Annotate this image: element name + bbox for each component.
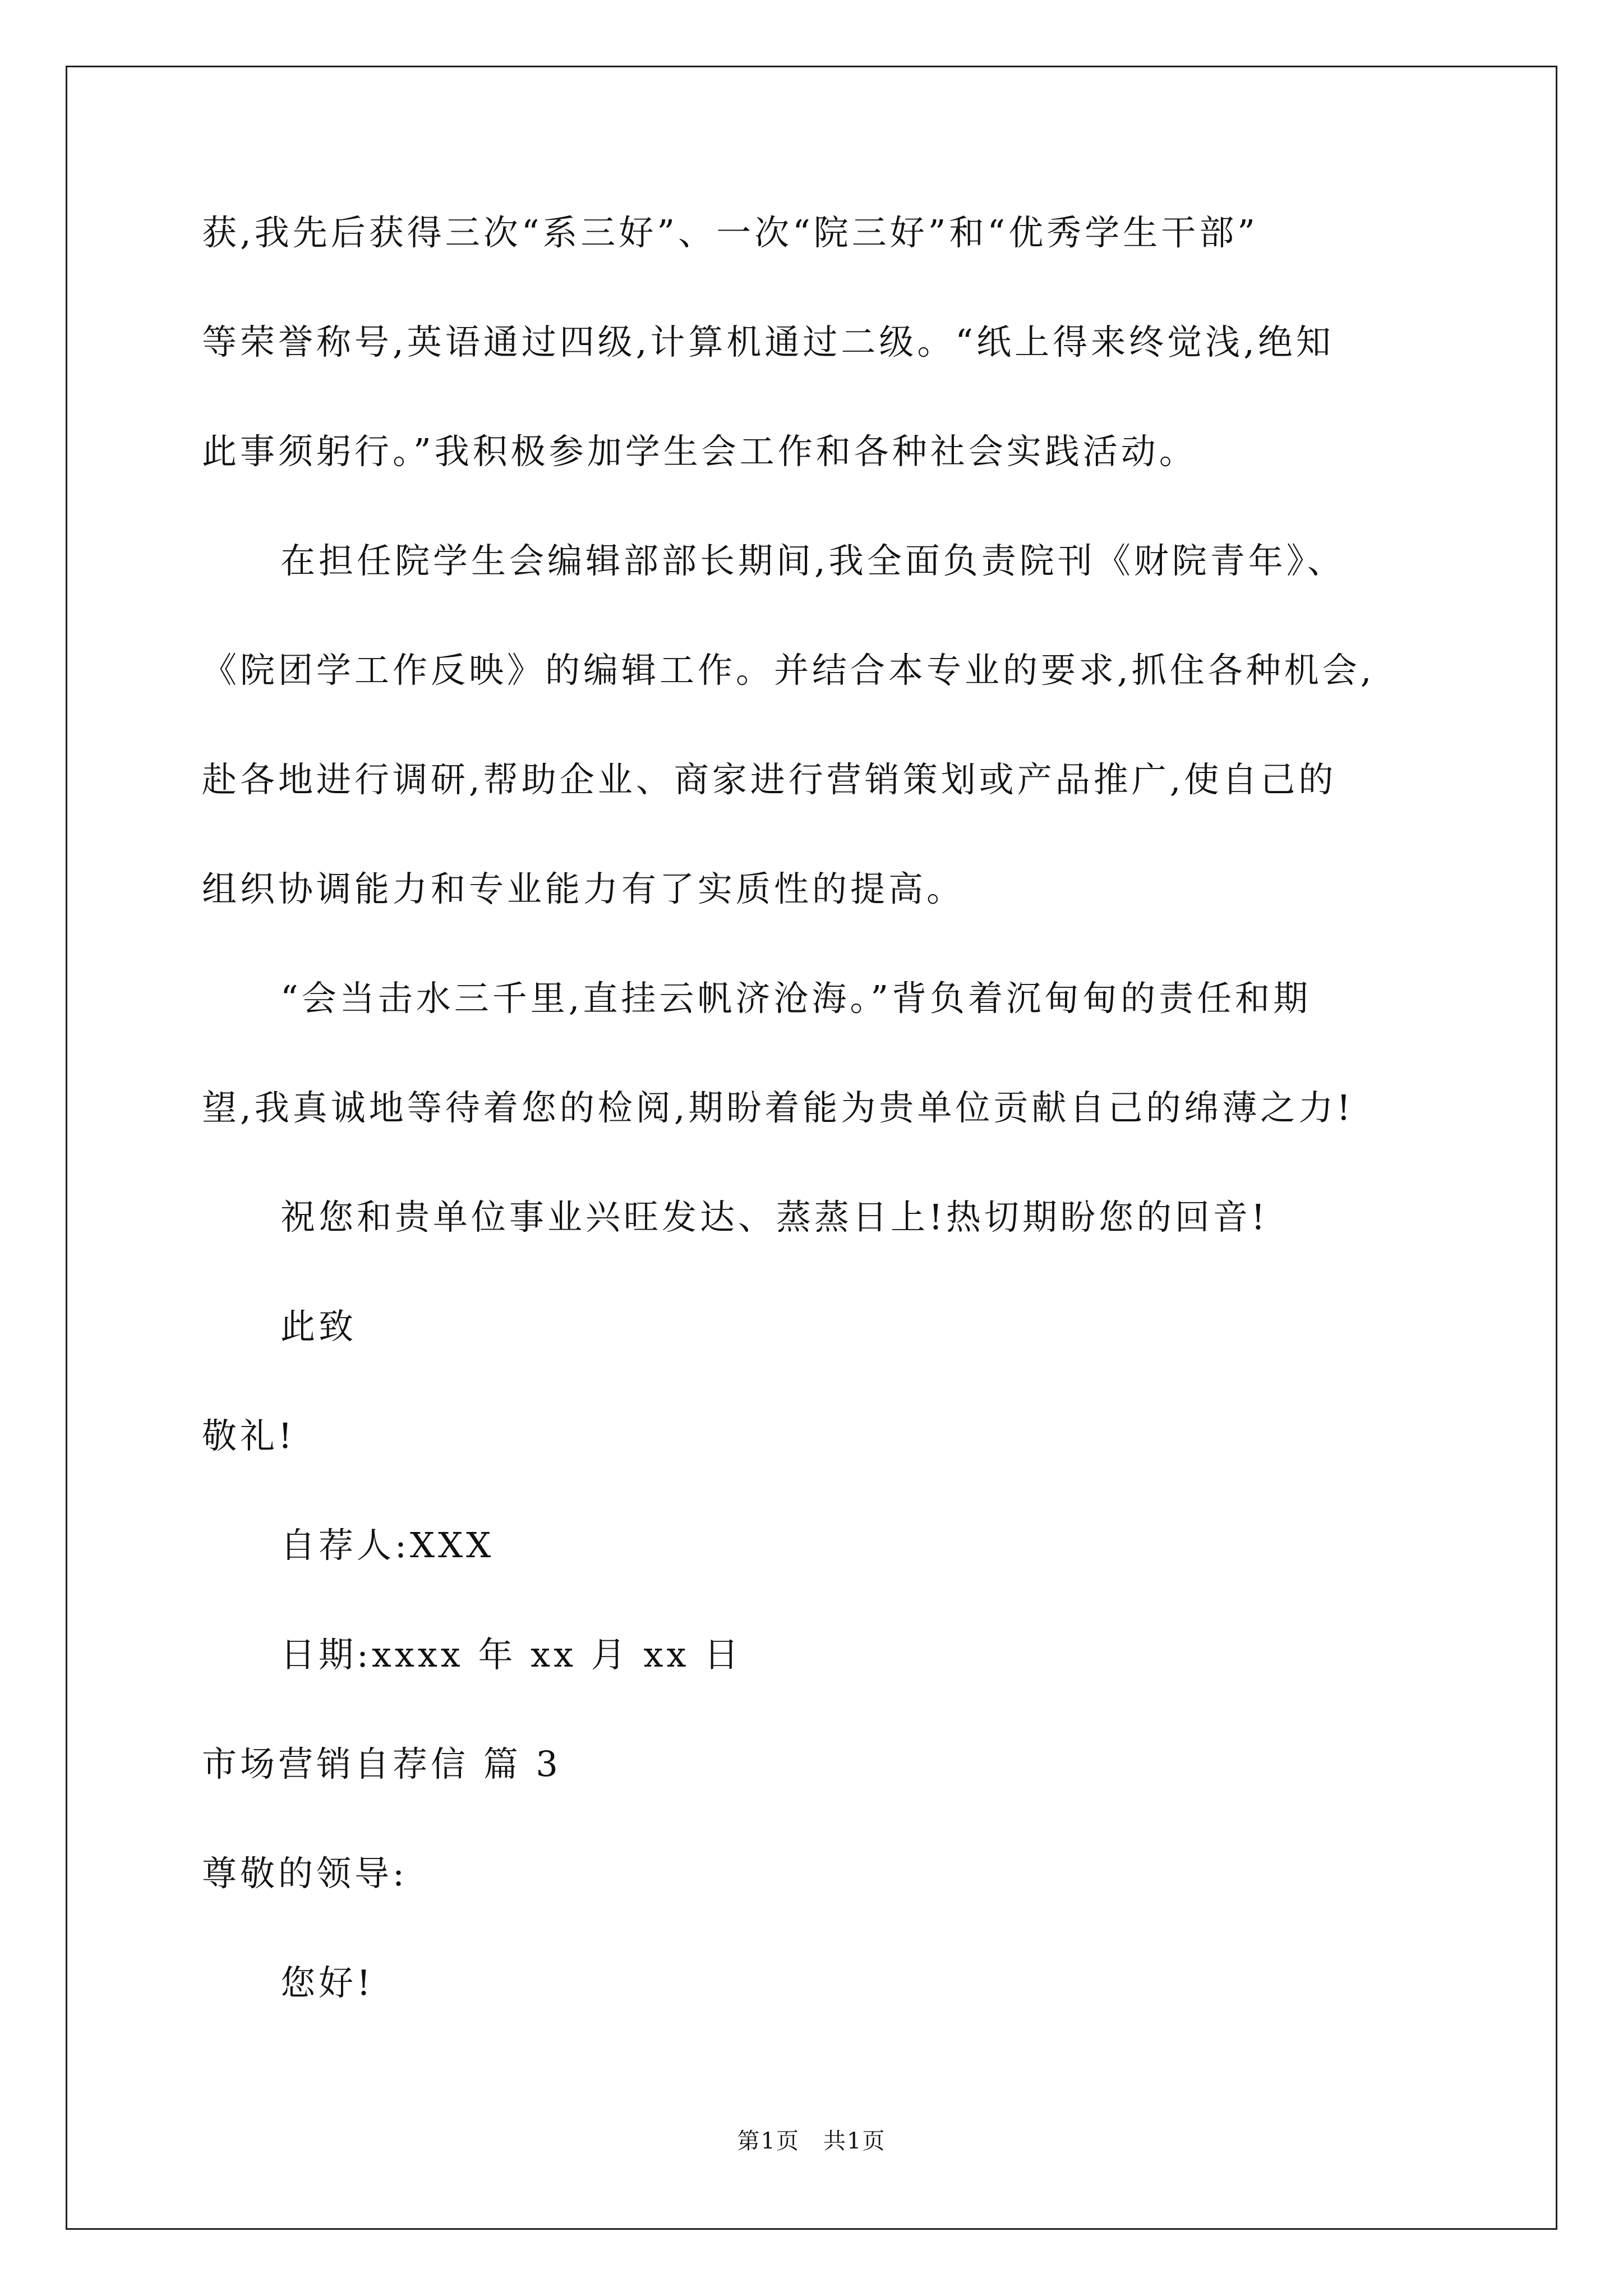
date-line: 日期:xxxx 年 xx 月 xx 日 (280, 1634, 743, 1675)
paragraph-line-8: “会当击水三千里,直挂云帆济沧海。”背负着沉甸甸的责任和期 (280, 978, 1312, 1019)
greeting-line: 尊敬的领导: (202, 1853, 408, 1894)
hello-line: 您好! (280, 1962, 374, 2003)
section-heading: 市场营销自荐信 篇 3 (202, 1743, 561, 1784)
paragraph-line-2: 等荣誉称号,英语通过四级,计算机通过二级。“纸上得来终觉浅,绝知 (202, 321, 1334, 362)
paragraph-line-7: 组织协调能力和专业能力有了实质性的提高。 (202, 868, 965, 909)
paragraph-line-1: 获,我先后获得三次“系三好”、一次“院三好”和“优秀学生干部” (202, 212, 1258, 253)
page-border (66, 66, 1557, 2230)
paragraph-line-4: 在担任院学生会编辑部部长期间,我全面负责院刊《财院青年》、 (280, 540, 1345, 581)
closing-salutation: 此致 (280, 1306, 357, 1347)
page-footer: 第1页 共1页 (737, 2128, 886, 2154)
paragraph-line-3: 此事须躬行。”我积极参加学生会工作和各种社会实践活动。 (202, 431, 1197, 472)
closing-regards: 敬礼! (202, 1415, 296, 1456)
paragraph-line-6: 赴各地进行调研,帮助企业、商家进行营销策划或产品推广,使自己的 (202, 759, 1337, 800)
wishes-line: 祝您和贵单位事业兴旺发达、蒸蒸日上!热切期盼您的回音! (280, 1197, 1269, 1237)
signature-line: 自荐人:XXX (280, 1525, 495, 1566)
paragraph-line-9: 望,我真诚地等待着您的检阅,期盼着能为贵单位贡献自己的绵薄之力! (202, 1087, 1354, 1128)
paragraph-line-5: 《院团学工作反映》的编辑工作。并结合本专业的要求,抓住各种机会, (202, 650, 1375, 691)
